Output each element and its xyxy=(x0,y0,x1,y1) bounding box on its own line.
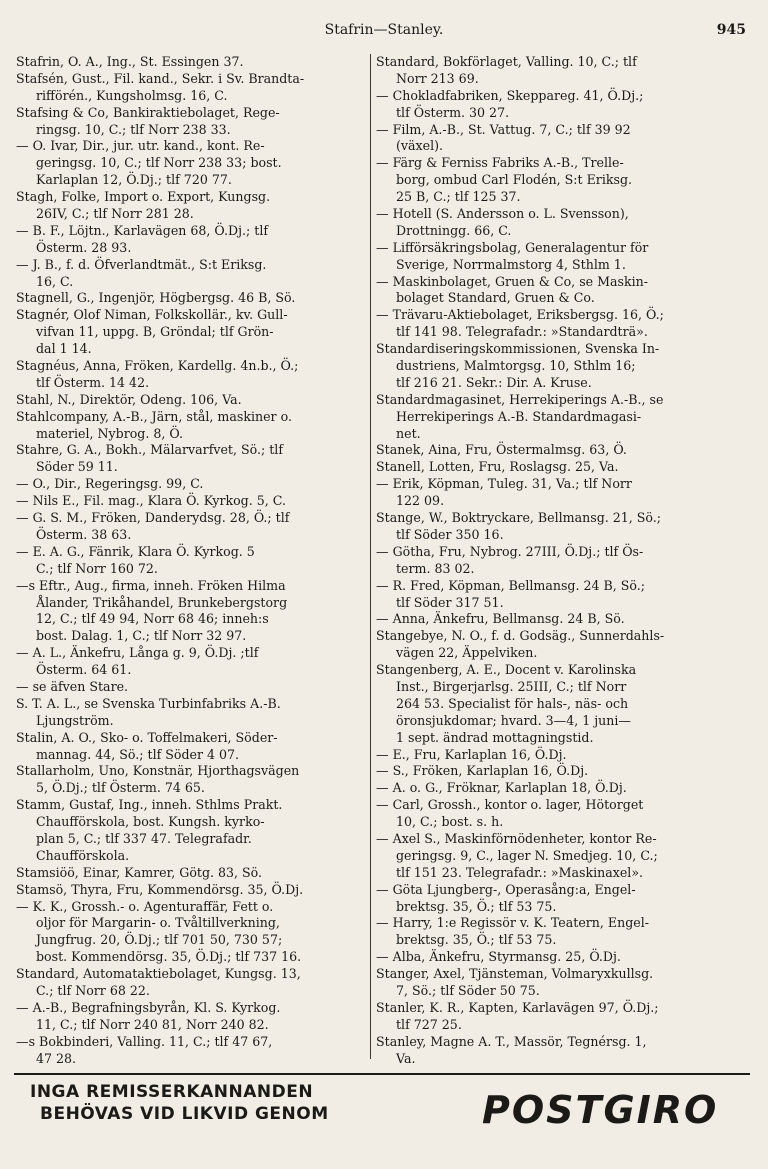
directory-entry-line: Söder 59 11. xyxy=(36,459,118,475)
directory-entry-line: Ålander, Trikåhandel, Brunkebergstorg xyxy=(36,594,288,610)
directory-entry-line: Jungfrug. 20, Ö.Dj.; tlf 701 50, 730 57; xyxy=(36,932,283,948)
directory-entry-line: Drottningg. 66, C. xyxy=(396,222,512,238)
directory-entry-line: C.; tlf Norr 160 72. xyxy=(36,560,158,576)
directory-entry-line: — B. F., Löjtn., Karlavägen 68, Ö.Dj.; tlf xyxy=(16,222,269,238)
directory-entry-line: vägen 22, Äppelviken. xyxy=(396,645,538,661)
directory-entry-line: — R. Fred, Köpman, Bellmansg. 24 B, Sö.; xyxy=(376,577,646,593)
directory-entry-line: Stangebye, N. O., f. d. Godsäg., Sunnerdahls- xyxy=(376,628,665,644)
directory-entry-line: Österm. 28 93. xyxy=(36,239,132,255)
directory-entry-line: Inst., Birgerjarlsg. 25III, C.; tlf Norr xyxy=(396,678,627,694)
page-header xyxy=(18,22,750,44)
directory-entry-line: Stamsö, Thyra, Fru, Kommendörsg. 35, Ö.Dj. xyxy=(16,881,304,897)
directory-entry-line: Stalin, A. O., Sko- o. Toffelmakeri, Söder- xyxy=(16,729,278,745)
directory-entry-line: — Hotell (S. Andersson o. L. Svensson), xyxy=(376,206,629,222)
directory-entry-line: Stanek, Aina, Fru, Östermalmsg. 63, Ö. xyxy=(376,442,627,458)
directory-entry-line: Österm. 64 61. xyxy=(36,662,132,678)
directory-entry-line: tlf 216 21. Sekr.: Dir. A. Kruse. xyxy=(396,374,592,390)
directory-entry-line: 264 53. Specialist för hals-, näs- och xyxy=(396,695,629,711)
directory-entry-line: Stanley, Magne A. T., Massör, Tegnérsg. 1, xyxy=(376,1033,647,1049)
directory-entry-line: tlf Söder 350 16. xyxy=(396,526,504,542)
directory-entry-line: — A. o. G., Fröknar, Karlaplan 18, Ö.Dj. xyxy=(376,780,627,796)
directory-entry-line: — Axel S., Maskinförnödenheter, kontor Re- xyxy=(376,830,657,846)
directory-entry-line: — Erik, Köpman, Tuleg. 31, Va.; tlf Norr xyxy=(376,476,632,492)
directory-entry-line: —s Bokbinderi, Valling. 11, C.; tlf 47 67, xyxy=(16,1033,273,1049)
directory-entry-line: — S., Fröken, Karlaplan 16, Ö.Dj. xyxy=(376,763,589,779)
directory-entry-line: — G. S. M., Fröken, Danderydsg. 28, Ö.; tlf xyxy=(16,510,290,526)
directory-entry-line: tlf 141 98. Telegrafadr.: »Standardträ». xyxy=(396,324,648,340)
directory-entry-line: Stahl, N., Direktör, Odeng. 106, Va. xyxy=(16,391,242,407)
directory-entry-line: Karlaplan 12, Ö.Dj.; tlf 720 77. xyxy=(36,172,232,188)
directory-entry-line: Ljungström. xyxy=(36,712,114,728)
directory-entry-line: Standard, Automataktiebolaget, Kungsg. 13, xyxy=(16,966,301,982)
ad-line-2: BEHÖVAS VID LIKVID GENOM xyxy=(40,1104,329,1124)
directory-entry-line: 26IV, C.; tlf Norr 281 28. xyxy=(36,206,194,222)
directory-entry-line: tlf Söder 317 51. xyxy=(396,594,504,610)
directory-entry-line: Sverige, Norrmalmstorg 4, Sthlm 1. xyxy=(396,256,626,272)
directory-entry-line: Stange, W., Boktryckare, Bellmansg. 21, Sö.; xyxy=(376,510,662,526)
directory-entry-line: Österm. 38 63. xyxy=(36,526,132,542)
directory-entry-line: — Anna, Änkefru, Bellmansg. 24 B, Sö. xyxy=(376,611,625,627)
directory-entry-line: — Chokladfabriken, Skeppareg. 41, Ö.Dj.; xyxy=(376,87,644,103)
directory-entry-line: 122 09. xyxy=(396,493,445,509)
directory-entry-line: rifförén., Kungsholmsg. 16, C. xyxy=(36,87,228,103)
directory-entry-line: 5, Ö.Dj.; tlf Österm. 74 65. xyxy=(36,780,205,796)
directory-entry-line: Stagnell, G., Ingenjör, Högbergsg. 46 B, Sö. xyxy=(16,290,296,306)
directory-entry-line: Stahre, G. A., Bokh., Mälarvarfvet, Sö.; tlf xyxy=(16,442,283,458)
directory-entry-line: Stangenberg, A. E., Docent v. Karolinska xyxy=(376,662,637,678)
directory-entry-line: C.; tlf Norr 68 22. xyxy=(36,982,150,998)
directory-entry-line: — Trävaru-Aktiebolaget, Eriksbergsg. 16, Ö.; xyxy=(376,307,664,323)
directory-entry-line: — E. A. G., Fänrik, Klara Ö. Kyrkog. 5 xyxy=(16,543,255,559)
left-column xyxy=(16,54,376,1067)
directory-entry-line: Chaufförskola, bost. Kungsh. kyrko- xyxy=(36,814,265,830)
directory-entry-line: tlf Österm. 14 42. xyxy=(36,374,150,390)
directory-entry-line: — Göta Ljungberg-, Operasång:a, Engel- xyxy=(376,881,636,897)
directory-entry-line: Stafrin, O. A., Ing., St. Essingen 37. xyxy=(16,54,244,69)
directory-entry-line: Stahlcompany, A.-B., Järn, stål, maskiner o. xyxy=(16,408,292,424)
directory-entry-line: tlf 727 25. xyxy=(396,1016,462,1032)
directory-entry-line: Va. xyxy=(396,1050,416,1066)
directory-entry-line: bost. Kommendörsg. 35, Ö.Dj.; tlf 737 16. xyxy=(36,949,302,965)
directory-entry-line: — Film, A.-B., St. Vattug. 7, C.; tlf 39 92 xyxy=(376,121,631,137)
directory-entry-line: brektsg. 35, Ö.; tlf 53 75. xyxy=(396,932,557,948)
directory-entry-line: Stagnéus, Anna, Fröken, Kardellg. 4n.b., Ö.; xyxy=(16,358,299,374)
directory-entry-line: — A. L., Änkefru, Långa g. 9, Ö.Dj. ;tlf xyxy=(16,645,259,661)
directory-entry-line: Stafsén, Gust., Fil. kand., Sekr. i Sv. Brandta- xyxy=(16,70,305,86)
right-column xyxy=(376,54,748,1067)
directory-entry-line: Stagnér, Olof Niman, Folkskollär., kv. Gull- xyxy=(16,307,288,323)
directory-entry-line: — Alba, Änkefru, Styrmansg. 25, Ö.Dj. xyxy=(376,949,621,965)
directory-entry-line: plan 5, C.; tlf 337 47. Telegrafadr. xyxy=(36,830,252,846)
directory-entry-line: Stallarholm, Uno, Konstnär, Hjorthagsvägen xyxy=(16,763,300,779)
directory-entry-line: — K. K., Grossh.- o. Agenturaffär, Fett o. xyxy=(16,898,274,914)
directory-entry-line: — Carl, Grossh., kontor o. lager, Hötorget xyxy=(376,797,644,813)
directory-entry-line: — O. Ivar, Dir., jur. utr. kand., kont. Re- xyxy=(16,138,265,154)
directory-entry-line: Stamsiöö, Einar, Kamrer, Götg. 83, Sö. xyxy=(16,864,263,880)
directory-entry-line: materiel, Nybrog. 8, Ö. xyxy=(36,425,183,441)
directory-entry-line: Norr 213 69. xyxy=(396,70,479,86)
directory-entry-line: net. xyxy=(396,425,421,441)
directory-entry-line: 1 sept. ändrad mottagningstid. xyxy=(396,729,594,745)
directory-entry-line: 12, C.; tlf 49 94, Norr 68 46; inneh:s xyxy=(36,611,269,627)
directory-entry-line: brektsg. 35, Ö.; tlf 53 75. xyxy=(396,898,557,914)
directory-entry-line: Herrekiperings A.-B. Standardmagasi- xyxy=(396,408,642,424)
directory-entry-line: Stanler, K. R., Kapten, Karlavägen 97, Ö.Dj.; xyxy=(376,999,659,1015)
directory-entry-line: dustriens, Malmtorgsg. 10, Sthlm 16; xyxy=(396,358,636,374)
directory-entry-line: Chaufförskola. xyxy=(36,847,130,863)
directory-entry-line: S. T. A. L., se Svenska Turbinfabriks A.-B. xyxy=(16,695,281,711)
directory-entry-line: Standardiseringskommissionen, Svenska In- xyxy=(376,341,660,357)
directory-entry-line: Stafsing & Co, Bankiraktiebolaget, Rege- xyxy=(16,104,280,120)
directory-entry-line: öronsjukdomar; hvard. 3—4, 1 juni— xyxy=(396,712,631,728)
directory-entry-line: bost. Dalag. 1, C.; tlf Norr 32 97. xyxy=(36,628,247,644)
ad-line-1: INGA REMISSERKANNANDEN xyxy=(30,1082,314,1102)
footer-rule xyxy=(14,1073,750,1075)
directory-entry-line: — E., Fru, Karlaplan 16, Ö.Dj. xyxy=(376,746,567,762)
directory-entry-line: geringsg. 9, C., lager N. Smedjeg. 10, C.; xyxy=(396,847,658,863)
directory-entry-line: — Harry, 1:e Regissör v. K. Teatern, Engel- xyxy=(376,915,650,931)
directory-entry-line: 7, Sö.; tlf Söder 50 75. xyxy=(396,982,540,998)
directory-entry-line: term. 83 02. xyxy=(396,560,475,576)
directory-entry-line: mannag. 44, Sö.; tlf Söder 4 07. xyxy=(36,746,240,762)
directory-entry-line: — J. B., f. d. Öfverlandtmät., S:t Eriksg. xyxy=(16,256,267,272)
ad-brand: POSTGIRO xyxy=(482,1088,719,1132)
directory-entry-line: Stanell, Lotten, Fru, Roslagsg. 25, Va. xyxy=(376,459,619,475)
directory-entry-line: 25 B, C.; tlf 125 37. xyxy=(396,189,521,205)
directory-entry-line: Standardmagasinet, Herrekiperings A.-B., se xyxy=(376,391,664,407)
directory-entry-line: bolaget Standard, Gruen & Co. xyxy=(396,290,595,306)
directory-entry-line: 16, C. xyxy=(36,273,74,289)
directory-entry-line: — A.-B., Begrafningsbyrån, Kl. S. Kyrkog. xyxy=(16,999,281,1015)
directory-entry-line: 11, C.; tlf Norr 240 81, Norr 240 82. xyxy=(36,1016,269,1032)
running-title: Stafrin—Stanley. xyxy=(324,22,444,38)
directory-entry-line: — Götha, Fru, Nybrog. 27III, Ö.Dj.; tlf Ös- xyxy=(376,543,644,559)
directory-entry-line: — Lifförsäkringsbolag, Generalagentur för xyxy=(376,239,649,255)
directory-entry-line: — Färg & Ferniss Fabriks A.-B., Trelle- xyxy=(376,155,624,171)
directory-entry-line: borg, ombud Carl Flodén, S:t Eriksg. xyxy=(396,172,633,188)
directory-entry-line: 47 28. xyxy=(36,1050,77,1066)
advertisement-footer xyxy=(14,1082,750,1142)
directory-entry-line: Stanger, Axel, Tjänsteman, Volmaryxkullsg. xyxy=(376,966,654,982)
directory-entry-line: oljor för Margarin- o. Tvåltillverkning, xyxy=(36,915,280,931)
page-number: 945 xyxy=(716,22,746,38)
directory-entry-line: ringsg. 10, C.; tlf Norr 238 33. xyxy=(36,121,231,137)
directory-entry-line: tlf 151 23. Telegrafadr.: »Maskinaxel». xyxy=(396,864,644,880)
directory-entry-line: 10, C.; bost. s. h. xyxy=(396,814,504,830)
directory-entry-line: Stamm, Gustaf, Ing., inneh. Sthlms Prakt. xyxy=(16,797,283,813)
directory-entry-line: — se äfven Stare. xyxy=(16,678,129,694)
directory-entry-line: (växel). xyxy=(396,138,444,154)
directory-entry-line: vifvan 11, uppg. B, Gröndal; tlf Grön- xyxy=(36,324,274,340)
directory-entry-line: — Maskinbolaget, Gruen & Co, se Maskin- xyxy=(376,273,649,289)
directory-entry-line: geringsg. 10, C.; tlf Norr 238 33; bost. xyxy=(36,155,282,171)
column-divider xyxy=(370,54,371,1059)
directory-entry-line: Standard, Bokförlaget, Valling. 10, C.; tlf xyxy=(376,54,637,69)
directory-entry-line: — O., Dir., Regeringsg. 99, C. xyxy=(16,476,204,492)
directory-entry-line: — Nils E., Fil. mag., Klara Ö. Kyrkog. 5, C. xyxy=(16,493,286,509)
directory-entry-line: —s Eftr., Aug., firma, inneh. Fröken Hilma xyxy=(16,577,286,593)
directory-entry-line: tlf Österm. 30 27. xyxy=(396,104,510,120)
directory-entry-line: dal 1 14. xyxy=(36,341,92,357)
directory-entry-line: Stagh, Folke, Import o. Export, Kungsg. xyxy=(16,189,271,205)
